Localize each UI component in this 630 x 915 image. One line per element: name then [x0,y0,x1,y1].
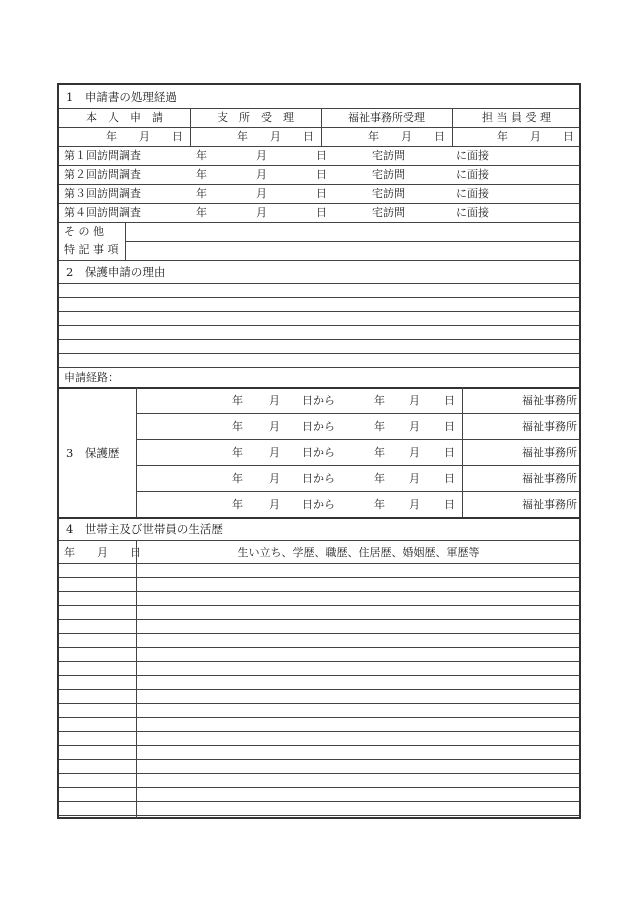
history-y2: 年 [374,472,385,485]
col-divider [452,108,453,146]
history-y: 年 [232,472,243,485]
divider [59,108,579,109]
section3-title: 3 保護歴 [66,446,120,460]
history-m2: 月 [409,446,420,459]
history-d2: 日 [444,420,455,433]
history-y: 年 [232,420,243,433]
visit-month: 月 [256,149,267,162]
life-history-line [59,703,579,704]
visit-day: 日 [316,149,327,162]
history-m2: 月 [409,472,420,485]
visit-month: 月 [256,168,267,181]
reason-field[interactable] [60,284,580,366]
history-office: 福祉事務所 [522,498,577,511]
life-history-line [59,619,579,620]
history-m: 月 [269,394,280,407]
life-history-desc-header: 生い立ち、学歴、職歴、住居歴、婚姻歴、軍歴等 [237,546,480,559]
life-history-line [59,787,579,788]
history-y: 年 [232,498,243,511]
visit-month: 月 [256,187,267,200]
life-history-line [59,661,579,662]
visit-label: 第４回訪問調査 [64,206,141,219]
life-history-line [59,717,579,718]
history-m: 月 [269,446,280,459]
visit-label: 第１回訪問調査 [64,149,141,162]
life-history-line [59,675,579,676]
visit-year: 年 [196,168,207,181]
visit-day: 日 [316,206,327,219]
divider [59,260,579,261]
divider [59,563,579,564]
divider [59,184,579,185]
visit-day: 日 [316,168,327,181]
history-office: 福祉事務所 [522,446,577,459]
life-history-line [59,745,579,746]
life-history-line [59,731,579,732]
life-history-line [59,577,579,578]
history-y2: 年 [374,446,385,459]
header-branch-receipt: 支 所 受 理 [217,111,294,124]
life-history-date-header: 年 月 日 [64,546,141,559]
history-y2: 年 [374,394,385,407]
header-caseworker-receipt: 担 当 員 受 理 [482,111,551,124]
col-divider [321,108,322,146]
divider [59,127,579,128]
date-field-caseworker[interactable]: 年 月 日 [497,130,574,143]
divider [59,387,579,389]
visit-label: 第２回訪問調査 [64,168,141,181]
divider [136,491,579,492]
header-self-application: 本 人 申 請 [86,111,163,124]
visit-year: 年 [196,149,207,162]
date-field-office[interactable]: 年 月 日 [368,130,445,143]
section2-title: 2 保護申請の理由 [66,265,166,279]
life-history-line [59,815,579,816]
history-office: 福祉事務所 [522,394,577,407]
col-divider [190,108,191,146]
history-m2: 月 [409,394,420,407]
history-from: 日から [302,420,335,433]
visit-home: 宅訪問 [372,168,405,181]
history-d2: 日 [444,498,455,511]
visit-interview: に面接 [456,206,489,219]
history-d2: 日 [444,446,455,459]
visit-interview: に面接 [456,168,489,181]
history-from: 日から [302,394,335,407]
visit-home: 宅訪問 [372,149,405,162]
visit-year: 年 [196,187,207,200]
divider [59,517,579,519]
history-y2: 年 [374,420,385,433]
history-office: 福祉事務所 [522,420,577,433]
life-history-line [59,689,579,690]
history-m: 月 [269,472,280,485]
other-remarks-field[interactable] [126,223,581,259]
life-history-line [59,801,579,802]
visit-year: 年 [196,206,207,219]
header-office-receipt: 福祉事務所受理 [348,111,425,124]
life-history-line [59,591,579,592]
section4-title: 4 世帯主及び世帯員の生活歴 [66,522,223,536]
history-d2: 日 [444,472,455,485]
route-label: 申請経路： [64,371,119,384]
section1-title: 1 申請書の処理経過 [66,90,177,104]
history-from: 日から [302,446,335,459]
visit-month: 月 [256,206,267,219]
life-history-line [59,605,579,606]
visit-interview: に面接 [456,187,489,200]
history-m: 月 [269,498,280,511]
history-m2: 月 [409,498,420,511]
life-history-line [59,759,579,760]
visit-day: 日 [316,187,327,200]
welfare-application-form [57,83,581,819]
col-divider [136,540,137,819]
history-y: 年 [232,394,243,407]
history-y2: 年 [374,498,385,511]
visit-label: 第３回訪問調査 [64,187,141,200]
history-y: 年 [232,446,243,459]
divider [59,165,579,166]
history-from: 日から [302,472,335,485]
divider [136,465,579,466]
visit-interview: に面接 [456,149,489,162]
reason-line [59,367,579,368]
life-history-line [59,647,579,648]
col-divider [136,387,137,517]
date-field-self[interactable]: 年 月 日 [106,130,183,143]
date-field-branch[interactable]: 年 月 日 [237,130,314,143]
other-remarks-label-2: 特 記 事 項 [64,243,119,256]
other-remarks-label-1: そ の 他 [64,225,104,238]
history-m2: 月 [409,420,420,433]
divider [136,413,579,414]
life-history-line [59,773,579,774]
visit-home: 宅訪問 [372,187,405,200]
history-m: 月 [269,420,280,433]
life-history-line [59,633,579,634]
divider [136,439,579,440]
history-d2: 日 [444,394,455,407]
divider [59,540,579,541]
divider [59,203,579,204]
history-office: 福祉事務所 [522,472,577,485]
divider [59,146,579,147]
history-from: 日から [302,498,335,511]
visit-home: 宅訪問 [372,206,405,219]
